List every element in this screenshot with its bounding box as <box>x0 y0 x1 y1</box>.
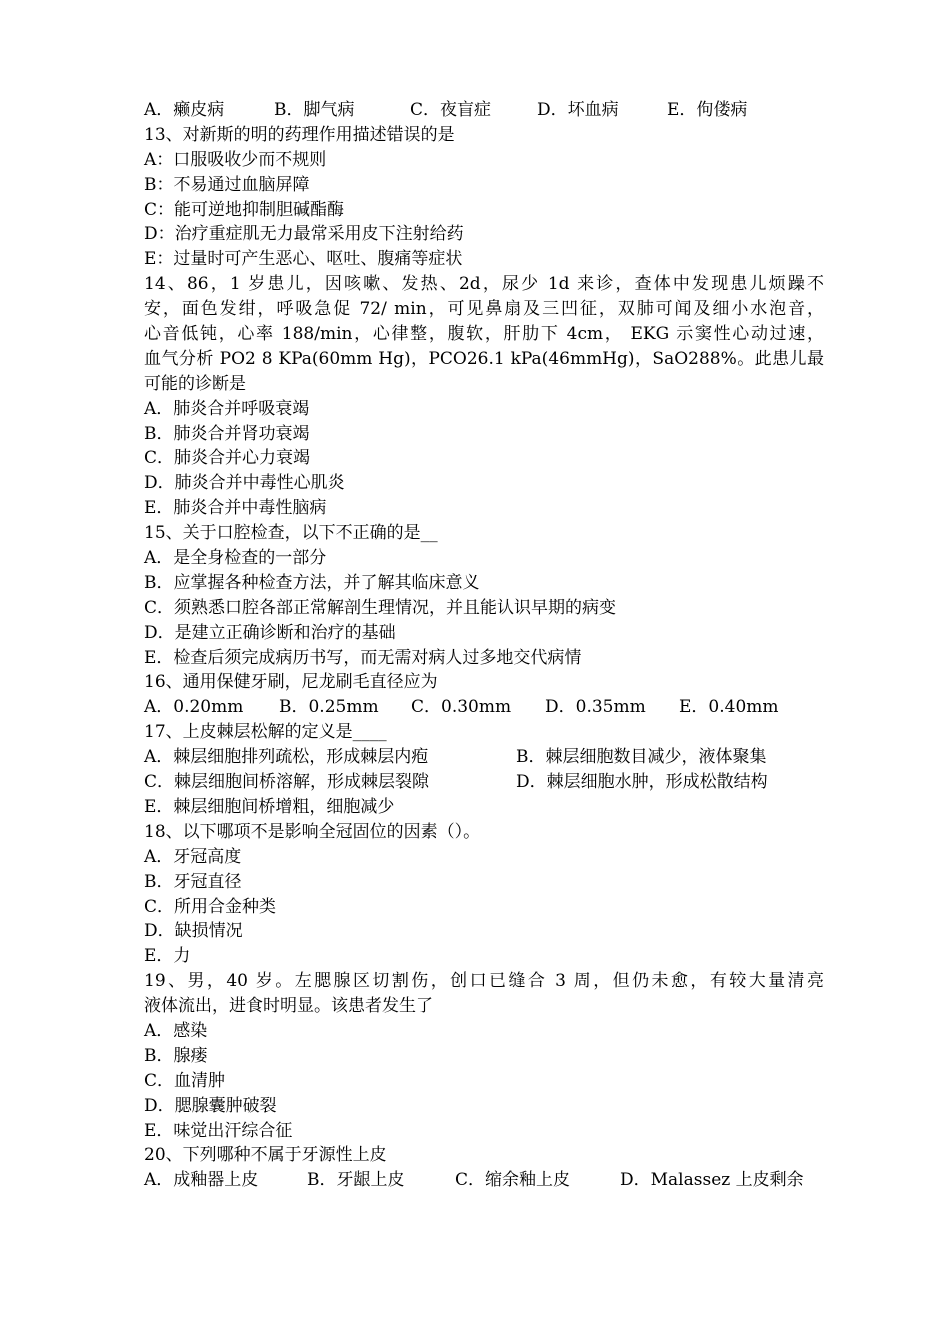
q16-option-c: C．0.30mm <box>411 697 512 718</box>
q14-option-c: C．肺炎合并心力衰竭 <box>144 448 311 469</box>
q12-option-d: D．坏血病 <box>537 100 619 120</box>
q20-options-row <box>144 1168 824 1193</box>
q12-option-b: B．脚气病 <box>274 100 355 120</box>
q15-stem: 15、关于口腔检查，以下不正确的是__ <box>144 523 438 544</box>
q16-option-b: B．0.25mm <box>279 697 379 718</box>
q17-options-row-2 <box>144 770 824 795</box>
q14-stem-line-4: 血气分析 PO2 8 KPa(60mm Hg)，PCO26.1 kPa(46mmHg)，SaO288%。此患儿最 <box>144 348 824 369</box>
q13-stem: 13、对新斯的明的药理作用描述错误的是 <box>144 124 455 145</box>
q15-option-c: C．须熟悉口腔各部正常解剖生理情况，并且能认识早期的病变 <box>144 597 617 618</box>
q15-option-a: A．是全身检查的一部分 <box>144 548 327 569</box>
q20-option-b: B．牙龈上皮 <box>307 1170 405 1191</box>
q17-options-row-1 <box>144 745 824 770</box>
q19-stem-line-1: 19、男，40 岁。左腮腺区切割伤，创口已缝合 3 周，但仍未愈，有较大量清亮 <box>144 971 824 992</box>
q17-option-b: B．棘层细胞数目减少，液体聚集 <box>516 747 767 768</box>
document-content <box>144 98 824 1193</box>
q14-option-e: E．肺炎合并中毒性脑病 <box>144 498 327 519</box>
q18-option-d: D．缺损情况 <box>144 921 243 942</box>
q16-option-a: A．0.20mm <box>144 697 244 718</box>
q17-option-d: D．棘层细胞水肿，形成松散结构 <box>516 772 768 793</box>
q20-option-a: A．成釉器上皮 <box>144 1170 259 1191</box>
q16-stem: 16、通用保健牙刷，尼龙刷毛直径应为 <box>144 672 438 693</box>
q19-option-a: A．感染 <box>144 1020 208 1041</box>
q13-option-a: A：口服吸收少而不规则 <box>144 149 327 170</box>
q19-option-c: C．血清肿 <box>144 1070 226 1091</box>
q20-option-d: D．Malassez 上皮剩余 <box>620 1170 804 1191</box>
q17-option-e: E．棘层细胞间桥增粗，细胞减少 <box>144 796 395 817</box>
q18-option-b: B．牙冠直径 <box>144 871 242 892</box>
q20-option-c: C．缩余釉上皮 <box>455 1170 571 1191</box>
q14-option-a: A．肺炎合并呼吸衰竭 <box>144 398 310 419</box>
q16-option-e: E．0.40mm <box>679 697 779 718</box>
q14-stem-line-2: 安，面色发绀，呼吸急促 72/ min，可见鼻扇及三凹征，双肺可闻及细小水泡音， <box>144 299 824 320</box>
q16-options-row <box>144 695 824 720</box>
q14-option-b: B．肺炎合并肾功衰竭 <box>144 423 310 444</box>
q18-option-c: C．所用合金种类 <box>144 896 277 917</box>
q12-options-row <box>144 98 824 123</box>
q15-option-b: B．应掌握各种检查方法，并了解其临床意义 <box>144 572 480 593</box>
q18-stem: 18、以下哪项不是影响全冠固位的因素（）。 <box>144 821 481 842</box>
q14-stem-line-1: 14、86，1 岁患儿，因咳嗽、发热、2d，尿少 1d 来诊，查体中发现患儿烦躁不 <box>144 274 824 295</box>
q15-option-e: E．检查后须完成病历书写，而无需对病人过多地交代病情 <box>144 647 582 668</box>
q19-option-e: E．味觉出汗综合征 <box>144 1120 293 1141</box>
q17-stem: 17、上皮棘层松解的定义是____ <box>144 722 387 743</box>
q12-option-c: C．夜盲症 <box>410 100 492 120</box>
q19-stem-line-2: 液体流出，进食时明显。该患者发生了 <box>144 996 433 1017</box>
q18-option-e: E．力 <box>144 946 191 967</box>
q13-option-e: E：过量时可产生恶心、呕吐、腹痛等症状 <box>144 249 463 270</box>
q14-stem-line-3: 心音低钝，心率 188/min，心律整，腹软，肝肋下 4cm， EKG 示窦性心动过速， <box>144 324 824 345</box>
q17-option-a: A．棘层细胞排列疏松，形成棘层内疱 <box>144 747 429 768</box>
q17-option-c: C．棘层细胞间桥溶解，形成棘层裂隙 <box>144 772 430 793</box>
q13-option-b: B：不易通过血脑屏障 <box>144 174 310 195</box>
q19-option-b: B．腺瘘 <box>144 1045 208 1066</box>
q13-option-c: C：能可逆地抑制胆碱酯酶 <box>144 199 345 220</box>
q12-option-a: A．癞皮病 <box>144 100 225 120</box>
q13-option-d: D：治疗重症肌无力最常采用皮下注射给药 <box>144 224 464 245</box>
q15-option-d: D．是建立正确诊断和治疗的基础 <box>144 622 396 643</box>
q12-option-e: E．佝偻病 <box>667 100 748 120</box>
q16-option-d: D．0.35mm <box>545 697 646 718</box>
q14-option-d: D．肺炎合并中毒性心肌炎 <box>144 473 345 494</box>
q20-stem: 20、下列哪种不属于牙源性上皮 <box>144 1145 387 1166</box>
q18-option-a: A．牙冠高度 <box>144 846 242 867</box>
q14-stem-line-5: 可能的诊断是 <box>144 373 246 394</box>
q19-option-d: D．腮腺囊肿破裂 <box>144 1095 277 1116</box>
